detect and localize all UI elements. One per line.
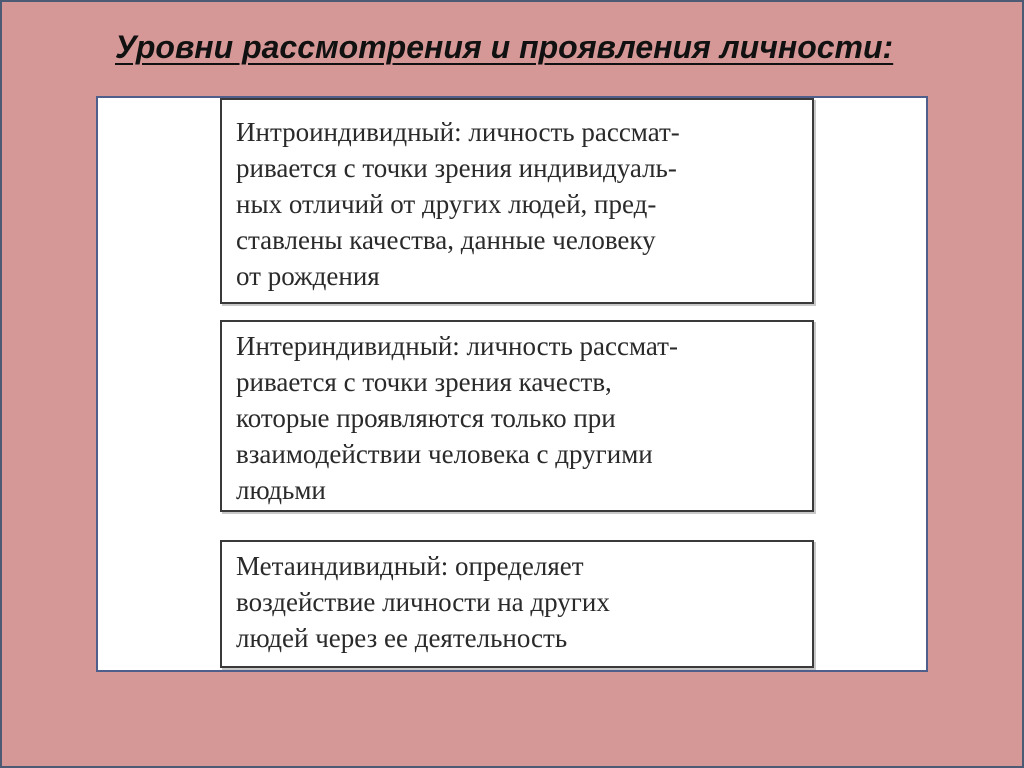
level-box-interindividual: Интериндивидный: личность рассмат- ривается с точки зрения качеств, которые проявляются только при взаимодействии человека с другими людьми [220, 320, 814, 512]
level-box-introindividual: Интроиндивидный: личность рассмат- ривается с точки зрения индивидуаль- ных отличий от других людей, пред- ставлены качества, данные человеку от рождения [220, 98, 814, 304]
content-panel [96, 96, 928, 672]
level-box-metaindividual: Метаиндивидный: определяет воздействие личности на других людей через ее деятельность [220, 540, 814, 668]
slide-title: Уровни рассмотрения и проявления личности: [115, 29, 894, 65]
